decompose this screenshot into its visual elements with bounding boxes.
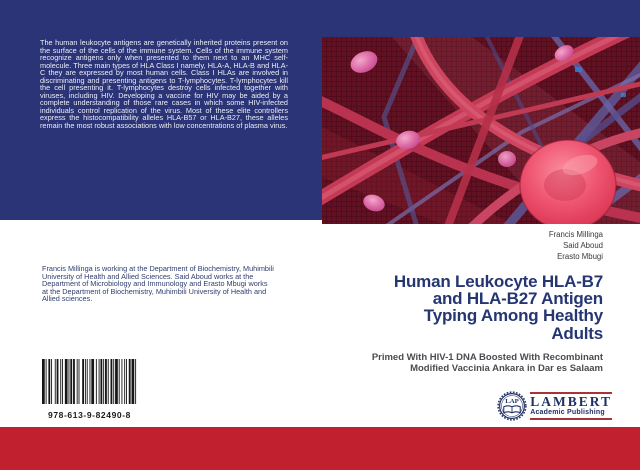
publisher-wordmark <box>530 392 612 421</box>
author-name: Erasto Mbugi <box>557 252 603 261</box>
isbn-number: 978-613-9-82490-8 <box>48 410 131 420</box>
isbn-barcode <box>42 359 137 420</box>
lap-acronym: LAP <box>505 398 519 405</box>
author-name: Said Aboud <box>563 241 603 250</box>
author-names <box>549 229 603 262</box>
book-title: Typing Among Healthy <box>423 306 603 326</box>
author-name: Francis Millinga <box>548 230 603 239</box>
barcode-bars <box>42 359 137 404</box>
title-block <box>372 273 603 375</box>
book-title: Adults <box>551 323 603 343</box>
blood-cells-image <box>322 37 640 224</box>
book-title: and HLA-B27 Antigen <box>432 289 603 309</box>
author-bio: Francis Millinga is working at the Department of Biochemistry, Muhimbili University of Health and Allied Sciences. Said Aboud works at the Department of Microbiology and Immunology and Erasto Mbugi works at the Department of Biochemistry, Muhimbili University of Health and Allied sciences. <box>42 264 274 303</box>
lap-emblem-icon <box>497 391 527 421</box>
back-cover-blurb: The human leukocyte antigens are genetically inherited proteins present on the surface of the cells of the immune system. Cells of the immune system recognize antigens only when presented to them next to an MHC self-molecule. Three main types of HLA Class I namely, HLA-A, HLA-B and HLA-C they are expressed by most human cells. Class I HLAs are involved in discriminating and presenting antigens to T-lymphocytes. T-lymphocytes kill the cell presenting it. T-lymphocytes destroy cells infected together with viruses, including HIV. Developing a vaccine for HIV may be aided by a complete understanding of those rare cases in which some HIV-infected individuals control replication of the virus. Most of these elite controllers express the histocompatibility alleles HLA-B57 or HLA-B27, these alleles remain the most robust associations with low concentrations of plasma virus. <box>40 38 288 130</box>
bottom-red-bar <box>0 427 640 470</box>
publisher-name: LAMBERT <box>530 394 612 410</box>
publisher-logo <box>497 391 612 421</box>
logo-rule-bottom <box>530 418 612 421</box>
publisher-tagline: Academic Publishing <box>530 409 605 417</box>
book-title: Human Leukocyte HLA-B7 <box>393 272 603 291</box>
book-subtitle: Primed With HIV-1 DNA Boosted With Recombinant Modified Vaccinia Ankara in Dar es Salaam <box>371 351 603 375</box>
